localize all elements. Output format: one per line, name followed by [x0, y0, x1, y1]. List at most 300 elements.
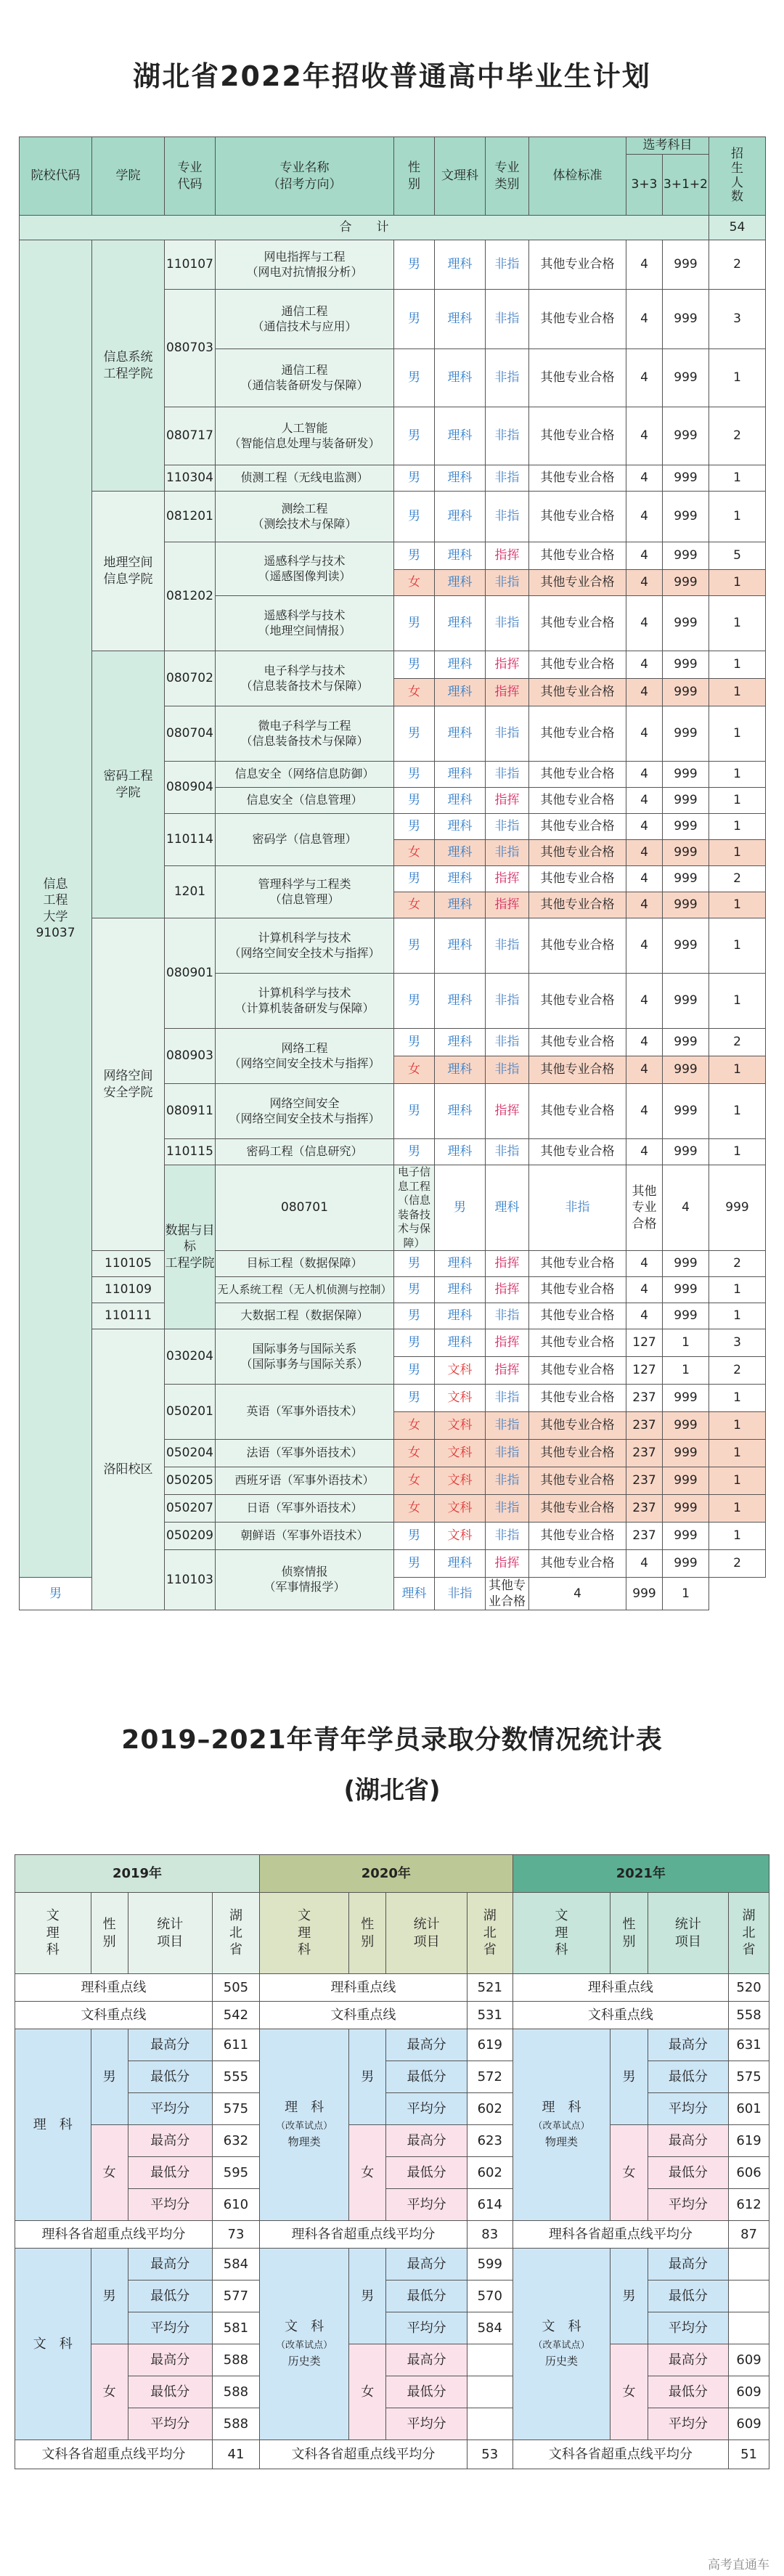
arts-science: 理科 [435, 1084, 486, 1139]
sub312: 999 [663, 349, 709, 407]
header-sub33: 3+3 [626, 155, 663, 216]
quota: 1 [709, 1523, 766, 1550]
major-code: 1201 [165, 866, 216, 918]
major-name: 大数据工程（数据保障） [216, 1303, 394, 1329]
physical: 其他专业合格 [529, 974, 626, 1029]
val: 575 [212, 2093, 259, 2125]
stat-avg: 平均分 [386, 2408, 467, 2440]
gender: 男 [394, 1523, 435, 1550]
sub312: 1 [663, 1357, 709, 1385]
major-code: 110115 [165, 1139, 216, 1165]
sub33: 4 [626, 1029, 663, 1056]
sci-line-label: 理科重点线 [260, 1974, 467, 2002]
sci-line-2020: 521 [467, 1974, 513, 2002]
arts-science: 理科 [435, 1139, 486, 1165]
major-code: 110109 [92, 1277, 165, 1303]
val: 619 [729, 2125, 769, 2157]
table-row [20, 918, 766, 974]
sub33: 4 [626, 542, 663, 570]
art-line-2021: 558 [729, 2002, 769, 2029]
val: 601 [729, 2093, 769, 2125]
gender: 男 [394, 974, 435, 1029]
score-title: 2019–2021年青年学员录取分数情况统计表 [121, 1725, 663, 1755]
stat-max: 最高分 [386, 2029, 467, 2061]
h-hb: 湖 北 省 [729, 1893, 769, 1974]
major-name: 法语（军事外语技术） [216, 1440, 394, 1467]
stat-max: 最高分 [128, 2125, 212, 2157]
stat-min: 最低分 [386, 2157, 467, 2189]
gender: 男 [394, 918, 435, 974]
college-cell: 密码工程 学院 [92, 651, 165, 918]
sub312: 999 [663, 1385, 709, 1412]
physical: 其他专业合格 [529, 1440, 626, 1467]
physical: 其他专业合格 [529, 1084, 626, 1139]
gender: 男 [394, 762, 435, 788]
quota: 2 [709, 1357, 766, 1385]
h-xb: 性 别 [91, 1893, 128, 1974]
category: 非指 [486, 596, 529, 651]
gender: 男 [394, 1357, 435, 1385]
arts-science: 理科 [394, 1578, 435, 1610]
h-tj: 统计 项目 [648, 1893, 729, 1974]
stat-max: 最高分 [648, 2125, 729, 2157]
sub33: 237 [626, 1467, 663, 1495]
college-cell: 信息系统 工程学院 [92, 240, 165, 492]
sub33: 237 [626, 1440, 663, 1467]
sub33: 4 [626, 892, 663, 918]
major-code: 080911 [165, 1084, 216, 1139]
score-header-row [15, 1893, 769, 1974]
arts-science: 理科 [435, 465, 486, 492]
h-xb: 性 别 [349, 1893, 386, 1974]
category: 非指 [486, 1440, 529, 1467]
gender: 女 [394, 1412, 435, 1440]
score-row [15, 2029, 769, 2061]
val: 612 [729, 2189, 769, 2221]
h-tj: 统计 项目 [128, 1893, 212, 1974]
quota: 1 [709, 814, 766, 840]
stat-min: 最低分 [648, 2376, 729, 2408]
major-name: 侦察情报 （军事情报学） [216, 1550, 394, 1610]
physical: 其他专业合格 [529, 596, 626, 651]
quota: 1 [709, 1084, 766, 1139]
category: 非指 [435, 1578, 486, 1610]
stat-min: 最低分 [386, 2281, 467, 2312]
sub33: 4 [626, 814, 663, 840]
sub312: 999 [663, 1440, 709, 1467]
stat-max: 最高分 [128, 2344, 212, 2376]
sci-over-label: 理科各省超重点线平均分 [15, 2221, 213, 2249]
category: 指挥 [486, 866, 529, 892]
sub312: 999 [663, 1056, 709, 1084]
major-code: 110114 [165, 814, 216, 866]
quota: 1 [709, 1467, 766, 1495]
category: 非指 [486, 1412, 529, 1440]
quota: 2 [709, 1550, 766, 1578]
quota: 2 [709, 240, 766, 290]
major-name: 测绘工程 （测绘技术与保障） [216, 492, 394, 542]
gender-female: 女 [349, 2344, 386, 2440]
arts-science: 理科 [435, 1056, 486, 1084]
gender: 男 [394, 290, 435, 349]
gender: 男 [394, 788, 435, 814]
stat-min: 最低分 [128, 2281, 212, 2312]
arts-science: 理科 [435, 492, 486, 542]
physical: 其他专业合格 [529, 706, 626, 762]
major-name: 信息安全（网络信息防御） [216, 762, 394, 788]
gender: 男 [394, 1277, 435, 1303]
arts-science: 理科 [435, 570, 486, 596]
category: 非指 [486, 240, 529, 290]
arts-science: 文科 [435, 1412, 486, 1440]
physical: 其他专业合格 [529, 1550, 626, 1578]
major-code: 080701 [216, 1165, 394, 1251]
gender-male: 男 [349, 2029, 386, 2125]
val: 599 [467, 2249, 513, 2281]
stat-max: 最高分 [386, 2344, 467, 2376]
category: 非指 [486, 492, 529, 542]
val: 632 [212, 2125, 259, 2157]
physical: 其他专业合格 [529, 651, 626, 679]
gender: 男 [435, 1165, 486, 1251]
sci-label-2020: 理 科 （改革试点） 物理类 [260, 2029, 349, 2221]
val: 606 [729, 2157, 769, 2189]
art-line-2020: 531 [467, 2002, 513, 2029]
sub33: 4 [626, 1056, 663, 1084]
arts-science: 理科 [435, 1329, 486, 1357]
gender: 男 [394, 1550, 435, 1578]
quota: 2 [709, 1029, 766, 1056]
h-xb: 性 别 [611, 1893, 648, 1974]
arts-science: 理科 [435, 679, 486, 706]
gender-male: 男 [349, 2249, 386, 2344]
sub33: 4 [626, 290, 663, 349]
stat-max: 最高分 [648, 2029, 729, 2061]
school-code-cell: 信息 工程 大学 91037 [20, 240, 92, 1578]
major-code: 110105 [92, 1251, 165, 1277]
sub312: 999 [663, 290, 709, 349]
gender-female: 女 [349, 2125, 386, 2221]
major-name: 侦测工程（无线电监测） [216, 465, 394, 492]
stat-avg: 平均分 [386, 2189, 467, 2221]
sub312: 999 [663, 1084, 709, 1139]
quota: 1 [709, 762, 766, 788]
category: 非指 [486, 918, 529, 974]
table-row [20, 492, 766, 542]
gender: 男 [394, 706, 435, 762]
stat-avg: 平均分 [648, 2189, 729, 2221]
category: 指挥 [486, 892, 529, 918]
sub33: 4 [626, 788, 663, 814]
sub312: 999 [663, 918, 709, 974]
quota: 1 [709, 349, 766, 407]
sub33: 4 [626, 1084, 663, 1139]
stat-min: 最低分 [128, 2157, 212, 2189]
art-label-2020: 文 科 （改革试点） 历史类 [260, 2249, 349, 2440]
art-over-2021: 51 [729, 2440, 769, 2469]
val: 584 [467, 2312, 513, 2344]
gender: 男 [394, 596, 435, 651]
sub33: 4 [626, 866, 663, 892]
arts-science: 理科 [435, 974, 486, 1029]
physical: 其他专业合格 [529, 1495, 626, 1523]
score-row [15, 2312, 769, 2344]
major-name: 无人系统工程（无人机侦测与控制） [216, 1277, 394, 1303]
header-gender: 性 别 [394, 137, 435, 216]
arts-science: 理科 [435, 762, 486, 788]
stat-avg: 平均分 [386, 2093, 467, 2125]
val [729, 2312, 769, 2344]
physical: 其他专业合格 [529, 1303, 626, 1329]
sub312: 999 [663, 1029, 709, 1056]
major-name: 微电子科学与工程 （信息装备技术与保障） [216, 706, 394, 762]
sub312: 999 [663, 762, 709, 788]
stat-min: 最低分 [386, 2061, 467, 2093]
category: 指挥 [486, 1357, 529, 1385]
score-subtitle: (湖北省) [343, 1776, 441, 1805]
score-row [15, 2093, 769, 2125]
sci-label-2021: 理 科 （改革试点） 物理类 [513, 2029, 611, 2221]
score-row [15, 2125, 769, 2157]
plan-title: 湖北省2022年招收普通高中毕业生计划 [133, 60, 651, 92]
art-line-label: 文科重点线 [513, 2002, 728, 2029]
arts-science: 理科 [435, 918, 486, 974]
category: 指挥 [486, 1084, 529, 1139]
h-hb: 湖 北 省 [467, 1893, 513, 1974]
gender: 男 [394, 492, 435, 542]
gender: 女 [394, 679, 435, 706]
physical: 其他专业合格 [529, 1385, 626, 1412]
physical: 其他专业合格 [529, 349, 626, 407]
stat-min: 最低分 [648, 2281, 729, 2312]
college-cell: 数据与目标 工程学院 [165, 1165, 216, 1329]
category: 非指 [486, 1523, 529, 1550]
major-name: 管理科学与工程类 （信息管理） [216, 866, 394, 918]
sub33: 4 [626, 407, 663, 465]
gender-female: 女 [611, 2125, 648, 2221]
header-row [20, 137, 766, 155]
sci-line-2021: 520 [729, 1974, 769, 2002]
sci-over-2021: 87 [729, 2221, 769, 2249]
gender-male: 男 [91, 2029, 128, 2125]
sub312: 999 [663, 892, 709, 918]
sub312: 999 [663, 1251, 709, 1277]
arts-science: 理科 [435, 240, 486, 290]
quota: 5 [709, 542, 766, 570]
sub312: 999 [663, 1495, 709, 1523]
gender: 男 [394, 240, 435, 290]
arts-science: 理科 [435, 706, 486, 762]
score-row [15, 2157, 769, 2189]
table-row [20, 651, 766, 679]
gender: 女 [394, 1495, 435, 1523]
physical: 其他专业合格 [529, 1329, 626, 1357]
sub33: 4 [626, 596, 663, 651]
quota: 1 [709, 679, 766, 706]
arts-science: 理科 [435, 1277, 486, 1303]
val: 611 [212, 2029, 259, 2061]
physical: 其他专业合格 [529, 290, 626, 349]
header-school-code: 院校代码 [20, 137, 92, 216]
quota: 1 [709, 706, 766, 762]
sub312: 999 [663, 1523, 709, 1550]
gender: 男 [394, 349, 435, 407]
major-code: 080717 [165, 407, 216, 465]
header-quota: 招 生 人 数 [709, 137, 766, 216]
arts-science: 理科 [435, 866, 486, 892]
sub33: 4 [626, 1303, 663, 1329]
sub33: 237 [626, 1523, 663, 1550]
sub312: 999 [663, 407, 709, 465]
category: 非指 [486, 407, 529, 465]
header-college: 学院 [92, 137, 165, 216]
gender: 男 [394, 465, 435, 492]
gender: 男 [394, 1139, 435, 1165]
val: 588 [212, 2344, 259, 2376]
major-name: 日语（军事外语技术） [216, 1495, 394, 1523]
val: 588 [212, 2408, 259, 2440]
art-over-label: 文科各省超重点线平均分 [260, 2440, 467, 2469]
stat-max: 最高分 [386, 2249, 467, 2281]
stat-avg: 平均分 [648, 2093, 729, 2125]
score-row [15, 2061, 769, 2093]
gender: 男 [20, 1578, 92, 1610]
physical: 其他专业合格 [529, 240, 626, 290]
sub33: 4 [626, 1139, 663, 1165]
physical: 其他专业合格 [529, 814, 626, 840]
major-code: 030204 [165, 1329, 216, 1385]
gender: 男 [394, 1029, 435, 1056]
major-code: 110111 [92, 1303, 165, 1329]
major-name: 通信工程 （通信装备研发与保障） [216, 349, 394, 407]
enrollment-plan-table [19, 136, 766, 1610]
sub312: 999 [663, 492, 709, 542]
major-name: 密码学（信息管理） [216, 814, 394, 866]
arts-science: 文科 [435, 1523, 486, 1550]
category: 非指 [486, 349, 529, 407]
year-2019: 2019年 [15, 1855, 260, 1893]
val: 614 [467, 2189, 513, 2221]
sub312: 999 [663, 788, 709, 814]
stat-max: 最高分 [648, 2344, 729, 2376]
category: 非指 [486, 1056, 529, 1084]
score-row [15, 2344, 769, 2376]
arts-science: 文科 [435, 1385, 486, 1412]
major-name: 西班牙语（军事外语技术） [216, 1467, 394, 1495]
quota: 1 [709, 918, 766, 974]
category: 非指 [486, 974, 529, 1029]
gender: 男 [394, 1303, 435, 1329]
val: 619 [467, 2029, 513, 2061]
val: 577 [212, 2281, 259, 2312]
art-label-2021: 文 科 （改革试点） 历史类 [513, 2249, 611, 2440]
gender: 女 [394, 892, 435, 918]
val: 581 [212, 2312, 259, 2344]
arts-science: 理科 [435, 542, 486, 570]
sub312: 999 [663, 974, 709, 1029]
val [467, 2344, 513, 2376]
score-row [15, 2189, 769, 2221]
sub33: 4 [626, 679, 663, 706]
gender-female: 女 [91, 2344, 128, 2440]
major-name: 计算机科学与技术 （计算机装备研发与保障） [216, 974, 394, 1029]
physical: 其他专业合格 [529, 492, 626, 542]
sub312: 999 [663, 866, 709, 892]
category: 非指 [486, 1467, 529, 1495]
art-line-label: 文科重点线 [15, 2002, 213, 2029]
gender: 女 [394, 1440, 435, 1467]
major-name: 网电指挥与工程 （网电对抗情报分析） [216, 240, 394, 290]
val: 555 [212, 2061, 259, 2093]
quota: 1 [709, 651, 766, 679]
category: 非指 [486, 814, 529, 840]
sci-over-2020: 83 [467, 2221, 513, 2249]
sub33: 4 [626, 762, 663, 788]
val: 572 [467, 2061, 513, 2093]
val: 631 [729, 2029, 769, 2061]
category: 非指 [486, 1139, 529, 1165]
sub33: 4 [626, 570, 663, 596]
score-row [15, 2281, 769, 2312]
val: 623 [467, 2125, 513, 2157]
major-code: 081202 [165, 542, 216, 651]
major-name: 网络工程 （网络空间安全技术与指挥） [216, 1029, 394, 1084]
sub33: 4 [626, 651, 663, 679]
quota: 1 [709, 1440, 766, 1467]
sub33: 4 [626, 918, 663, 974]
major-code: 110103 [165, 1550, 216, 1610]
sci-over-2019: 73 [212, 2221, 259, 2249]
category: 非指 [486, 762, 529, 788]
arts-science: 理科 [435, 840, 486, 866]
physical: 其他专业合格 [529, 1277, 626, 1303]
gender: 男 [394, 407, 435, 465]
category: 非指 [486, 465, 529, 492]
sub312: 999 [663, 1277, 709, 1303]
table-row [20, 1329, 766, 1357]
major-code: 080903 [165, 1029, 216, 1084]
major-name: 电子信息工程（信息装备技术与保障） [394, 1165, 435, 1251]
arts-science: 理科 [435, 407, 486, 465]
stat-min: 最低分 [648, 2157, 729, 2189]
major-code: 110107 [165, 240, 216, 290]
physical: 其他专业合格 [626, 1165, 663, 1251]
physical: 其他专业合格 [529, 762, 626, 788]
category: 指挥 [486, 1277, 529, 1303]
sub312: 999 [663, 1550, 709, 1578]
val: 588 [212, 2376, 259, 2408]
score-table [15, 1854, 769, 2469]
year-row [15, 1855, 769, 1893]
gender: 女 [394, 840, 435, 866]
category: 指挥 [486, 1329, 529, 1357]
stat-max: 最高分 [648, 2249, 729, 2281]
sub312: 1 [663, 1329, 709, 1357]
gender: 男 [394, 1329, 435, 1357]
major-name: 电子科学与技术 （信息装备技术与保障） [216, 651, 394, 706]
val [467, 2408, 513, 2440]
quota: 1 [709, 840, 766, 866]
college-cell: 洛阳校区 [92, 1329, 165, 1610]
gender: 男 [394, 866, 435, 892]
major-name: 网络空间安全 （网络空间安全技术与指挥） [216, 1084, 394, 1139]
val: 575 [729, 2061, 769, 2093]
quota: 2 [709, 407, 766, 465]
arts-science: 理科 [435, 892, 486, 918]
art-over-label: 文科各省超重点线平均分 [513, 2440, 728, 2469]
major-code: 050209 [165, 1523, 216, 1550]
sub33: 4 [626, 1550, 663, 1578]
